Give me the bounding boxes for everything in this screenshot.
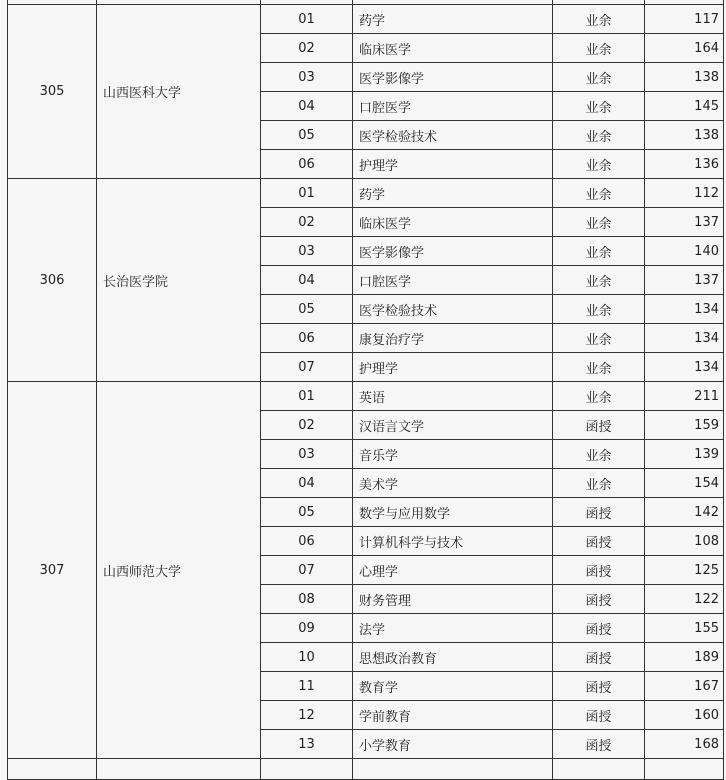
score: 134 bbox=[645, 324, 724, 353]
table-body bbox=[8, 0, 724, 780]
cell bbox=[645, 759, 724, 780]
study-mode: 业余 bbox=[553, 266, 645, 295]
major-number: 05 bbox=[261, 295, 353, 324]
score: 138 bbox=[645, 121, 724, 150]
school-code: 305 bbox=[8, 5, 97, 179]
major-number: 06 bbox=[261, 150, 353, 179]
major-name: 数学与应用数学 bbox=[353, 498, 553, 527]
score: 145 bbox=[645, 92, 724, 121]
major-number: 01 bbox=[261, 5, 353, 34]
major-name: 医学检验技术 bbox=[353, 121, 553, 150]
major-number: 11 bbox=[261, 672, 353, 701]
major-number: 06 bbox=[261, 527, 353, 556]
score: 136 bbox=[645, 150, 724, 179]
score: 211 bbox=[645, 382, 724, 411]
major-name: 教育学 bbox=[353, 672, 553, 701]
study-mode: 函授 bbox=[553, 730, 645, 759]
score: 139 bbox=[645, 440, 724, 469]
major-name: 医学检验技术 bbox=[353, 295, 553, 324]
admission-score-table bbox=[7, 0, 724, 780]
major-name: 护理学 bbox=[353, 150, 553, 179]
score: 164 bbox=[645, 34, 724, 63]
score: 108 bbox=[645, 527, 724, 556]
major-number: 04 bbox=[261, 469, 353, 498]
major-number: 01 bbox=[261, 179, 353, 208]
major-name: 临床医学 bbox=[353, 34, 553, 63]
major-number: 03 bbox=[261, 440, 353, 469]
score: 154 bbox=[645, 469, 724, 498]
table-row bbox=[8, 179, 724, 208]
study-mode: 函授 bbox=[553, 585, 645, 614]
major-name: 思想政治教育 bbox=[353, 643, 553, 672]
major-number: 04 bbox=[261, 266, 353, 295]
score: 142 bbox=[645, 498, 724, 527]
score: 122 bbox=[645, 585, 724, 614]
major-number: 02 bbox=[261, 208, 353, 237]
study-mode: 业余 bbox=[553, 92, 645, 121]
study-mode: 业余 bbox=[553, 179, 645, 208]
study-mode: 函授 bbox=[553, 498, 645, 527]
cell bbox=[8, 759, 97, 780]
study-mode: 业余 bbox=[553, 63, 645, 92]
major-number: 07 bbox=[261, 353, 353, 382]
score: 112 bbox=[645, 179, 724, 208]
study-mode: 业余 bbox=[553, 150, 645, 179]
cell bbox=[261, 759, 353, 780]
study-mode: 函授 bbox=[553, 672, 645, 701]
table-row bbox=[8, 382, 724, 411]
score: 137 bbox=[645, 208, 724, 237]
study-mode: 函授 bbox=[553, 701, 645, 730]
cell bbox=[353, 759, 553, 780]
major-number: 04 bbox=[261, 92, 353, 121]
score: 167 bbox=[645, 672, 724, 701]
score: 137 bbox=[645, 266, 724, 295]
major-number: 01 bbox=[261, 382, 353, 411]
score: 134 bbox=[645, 295, 724, 324]
study-mode: 函授 bbox=[553, 643, 645, 672]
school-code: 307 bbox=[8, 382, 97, 759]
major-name: 临床医学 bbox=[353, 208, 553, 237]
score: 168 bbox=[645, 730, 724, 759]
major-number: 09 bbox=[261, 614, 353, 643]
major-name: 法学 bbox=[353, 614, 553, 643]
school-name: 山西师范大学 bbox=[97, 382, 261, 759]
study-mode: 业余 bbox=[553, 208, 645, 237]
study-mode: 业余 bbox=[553, 5, 645, 34]
cell bbox=[553, 759, 645, 780]
school-code: 306 bbox=[8, 179, 97, 382]
major-number: 05 bbox=[261, 498, 353, 527]
score: 189 bbox=[645, 643, 724, 672]
major-name: 医学影像学 bbox=[353, 237, 553, 266]
major-name: 小学教育 bbox=[353, 730, 553, 759]
major-number: 08 bbox=[261, 585, 353, 614]
major-name: 美术学 bbox=[353, 469, 553, 498]
score: 138 bbox=[645, 63, 724, 92]
major-name: 英语 bbox=[353, 382, 553, 411]
major-number: 02 bbox=[261, 34, 353, 63]
school-name: 山西医科大学 bbox=[97, 5, 261, 179]
study-mode: 业余 bbox=[553, 469, 645, 498]
major-name: 药学 bbox=[353, 179, 553, 208]
study-mode: 函授 bbox=[553, 411, 645, 440]
major-number: 06 bbox=[261, 324, 353, 353]
score: 160 bbox=[645, 701, 724, 730]
table-row bbox=[8, 5, 724, 34]
study-mode: 业余 bbox=[553, 237, 645, 266]
major-number: 05 bbox=[261, 121, 353, 150]
major-number: 13 bbox=[261, 730, 353, 759]
major-name: 口腔医学 bbox=[353, 266, 553, 295]
school-name: 长治医学院 bbox=[97, 179, 261, 382]
major-name: 学前教育 bbox=[353, 701, 553, 730]
score: 159 bbox=[645, 411, 724, 440]
score: 125 bbox=[645, 556, 724, 585]
major-name: 财务管理 bbox=[353, 585, 553, 614]
table-row bbox=[8, 759, 724, 780]
study-mode: 业余 bbox=[553, 121, 645, 150]
major-number: 12 bbox=[261, 701, 353, 730]
major-name: 口腔医学 bbox=[353, 92, 553, 121]
major-name: 心理学 bbox=[353, 556, 553, 585]
score: 140 bbox=[645, 237, 724, 266]
major-number: 03 bbox=[261, 63, 353, 92]
study-mode: 函授 bbox=[553, 527, 645, 556]
major-number: 07 bbox=[261, 556, 353, 585]
score: 117 bbox=[645, 5, 724, 34]
major-number: 10 bbox=[261, 643, 353, 672]
major-number: 02 bbox=[261, 411, 353, 440]
major-name: 医学影像学 bbox=[353, 63, 553, 92]
major-name: 药学 bbox=[353, 5, 553, 34]
major-name: 护理学 bbox=[353, 353, 553, 382]
study-mode: 业余 bbox=[553, 440, 645, 469]
major-number: 03 bbox=[261, 237, 353, 266]
study-mode: 函授 bbox=[553, 614, 645, 643]
study-mode: 函授 bbox=[553, 556, 645, 585]
major-name: 音乐学 bbox=[353, 440, 553, 469]
score: 134 bbox=[645, 353, 724, 382]
major-name: 计算机科学与技术 bbox=[353, 527, 553, 556]
cell bbox=[97, 759, 261, 780]
study-mode: 业余 bbox=[553, 324, 645, 353]
score: 155 bbox=[645, 614, 724, 643]
study-mode: 业余 bbox=[553, 34, 645, 63]
major-name: 汉语言文学 bbox=[353, 411, 553, 440]
study-mode: 业余 bbox=[553, 353, 645, 382]
study-mode: 业余 bbox=[553, 382, 645, 411]
study-mode: 业余 bbox=[553, 295, 645, 324]
major-name: 康复治疗学 bbox=[353, 324, 553, 353]
